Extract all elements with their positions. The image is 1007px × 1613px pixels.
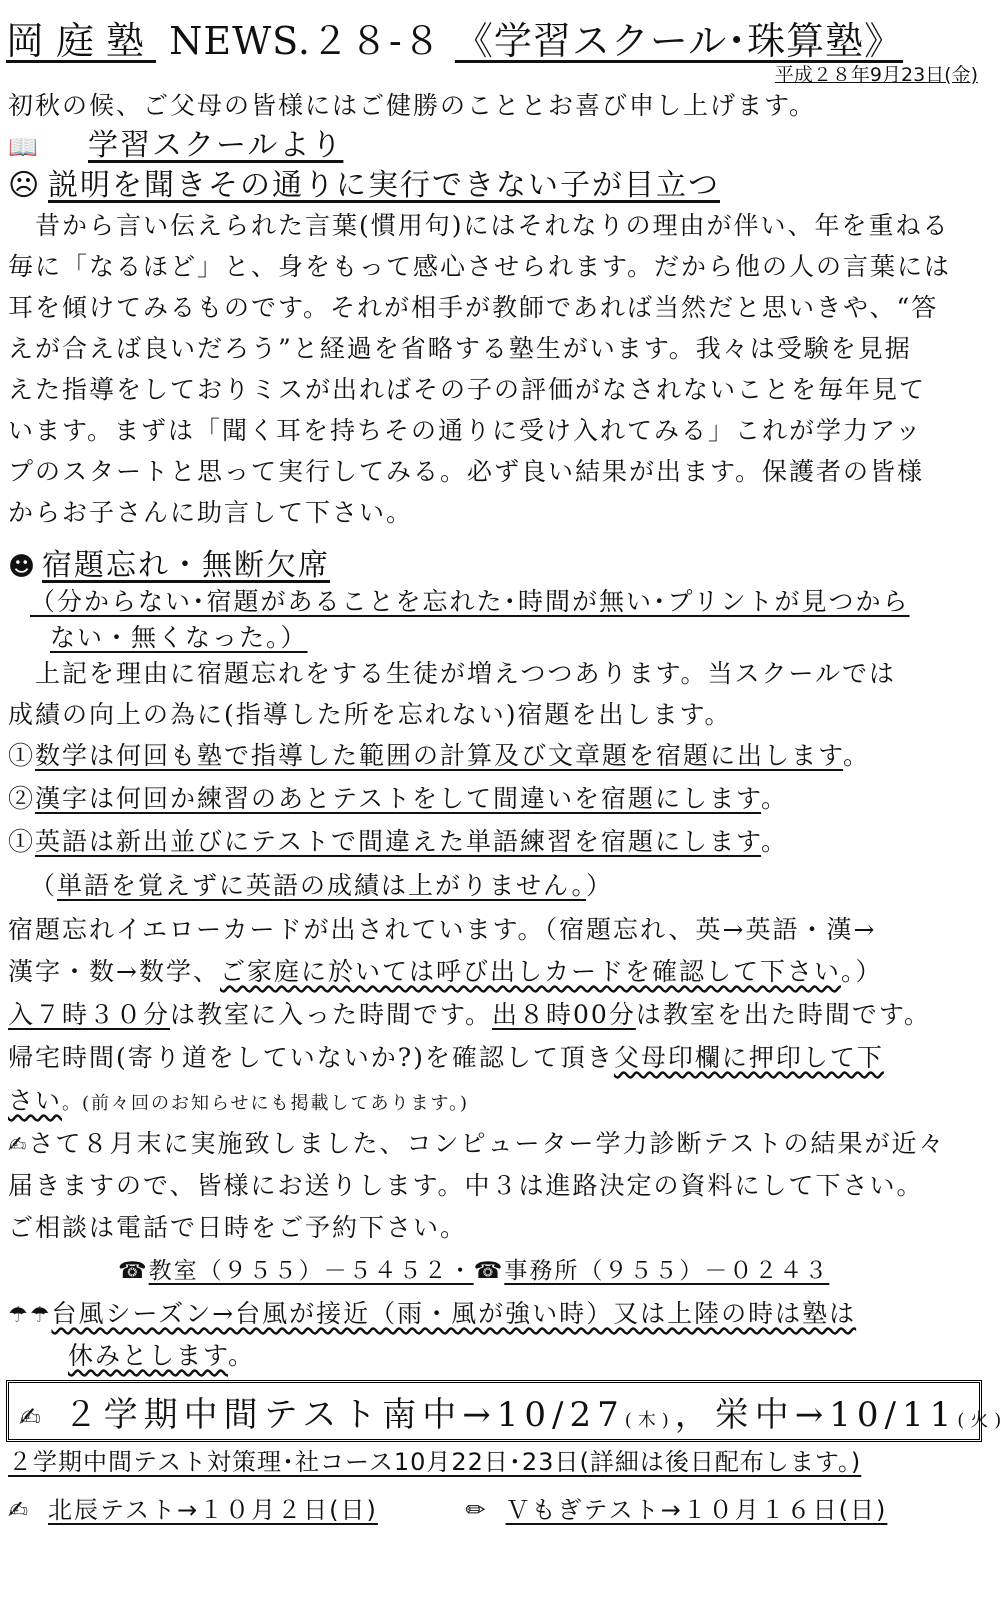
- para1-line: からお子さんに助言して下さい。: [8, 498, 414, 527]
- item-number: ②: [8, 784, 36, 813]
- contact-line: [118, 1252, 978, 1285]
- writing-hand-icon: ✍: [19, 1403, 47, 1433]
- item-text: は新出並びにテストで間違えた単語練習を宿題にします: [89, 827, 762, 856]
- smile-face-icon: ☻: [8, 552, 38, 582]
- greeting: 初秋の候、ご父母の皆様にはご健勝のこととお喜び申し上げます。: [8, 91, 817, 120]
- open-book-icon: 📖: [8, 133, 40, 161]
- vmogi-test: Ｖもぎテスト→１０月１６日(日): [505, 1496, 888, 1524]
- item-subject: 漢字: [35, 784, 90, 813]
- item-subject: 数学: [35, 741, 90, 770]
- stamp-request-end: さい: [8, 1086, 63, 1115]
- typhoon-text: 台風シーズン→台風が接近（雨・風が強い時）又は上陸の時は塾は: [51, 1299, 857, 1328]
- reasons-line: [50, 618, 978, 654]
- item-number: ①: [8, 827, 36, 856]
- umbrella-icon: ☂☂: [8, 1303, 52, 1328]
- para1-line: 耳を傾けてみるものです。それが相手が教師であれば当然だと思いきや、“答: [8, 293, 939, 322]
- section1-subheading: 説明を聞きその通りに実行できない子が目立つ: [48, 168, 720, 203]
- writing-hand-icon: ✍: [8, 1496, 31, 1524]
- reasons-text: ない・無くなった。）: [50, 623, 308, 652]
- homework-item: [8, 822, 978, 858]
- midterm-text: [19, 1387, 1007, 1436]
- para1-line: います。まずは「聞く耳を持ちその通りに受け入れてみる」これが学力アッ: [8, 416, 923, 445]
- test-notice-text: さて８月末に実施致しました、コンピューター学力診断テストの結果が近々: [28, 1129, 946, 1158]
- pencil-icon: ✏: [465, 1496, 488, 1524]
- exit-time: 出８時00分: [492, 1000, 636, 1029]
- typhoon-line: [68, 1336, 978, 1372]
- item-number: ①: [8, 741, 36, 770]
- item-end: 。: [843, 741, 871, 770]
- section1-heading: 学習スクールより: [88, 128, 344, 163]
- frown-face-icon: ☹: [8, 168, 42, 203]
- card-text-end: 。）: [840, 957, 883, 986]
- item-end: 。: [761, 784, 789, 813]
- newsletter-header: [6, 10, 903, 65]
- card-text: 漢字・数→数学、: [8, 957, 220, 986]
- home-time-line: [8, 1081, 978, 1117]
- hokushin-test: 北辰テスト→１０月２日(日): [48, 1496, 378, 1524]
- intro-line: 上記を理由に宿題忘れをする生徒が増えつつあります。当スクールでは: [8, 659, 897, 688]
- item-text: は何回か練習のあとテストをして間違いを宿題にします: [89, 784, 762, 813]
- intro-line: 成績の向上の為に(指導した所を忘れない)宿題を出します。: [8, 700, 732, 729]
- yellow-card-line: [8, 952, 978, 988]
- enter-time: 入７時３０分: [8, 1000, 171, 1029]
- typhoon-text: 休みとします: [68, 1341, 229, 1370]
- issue-date: 平成２８年9月23日(金): [774, 64, 978, 86]
- home-time-text: 帰宅時間(寄り道をしていないか?)を確認して頂き: [8, 1043, 614, 1072]
- contact-text: [118, 1258, 829, 1284]
- newsletter-title: 《学習スクール･珠算塾》: [454, 19, 904, 63]
- midterm-label: ２学期中間テスト南中→10/27: [63, 1395, 625, 1435]
- item-end: 。: [761, 827, 789, 856]
- test-notice-line: ご相談は電話で日時をご予約下さい。: [8, 1213, 468, 1242]
- english-note: （単語を覚えずに英語の成績は上がりません。）: [30, 871, 614, 900]
- section1-subheading-row: [8, 160, 978, 204]
- test-notice-line: 届きますので、皆様にお送りします。中３は進路決定の資料にして下さい。: [8, 1171, 924, 1200]
- section2-heading-row: [8, 540, 978, 584]
- telephone-icon: ☎: [473, 1258, 505, 1284]
- office-phone: 事務所（９５５）－０２４３: [504, 1258, 830, 1284]
- para1-line: プのスタートと思って実行してみる。必ず良い結果が出ます。保護者の皆様: [8, 457, 925, 486]
- reasons-line: （分からない･宿題があることを忘れた･時間が無い･プリントが見つから: [30, 587, 910, 616]
- para1-line: えが合えば良いだろう”と経過を省略する塾生がいます。我々は受験を見据: [8, 334, 912, 363]
- homework-item: [8, 779, 978, 815]
- issue-number: NEWS.２８-８: [169, 19, 442, 63]
- previous-notice: 。(前々回のお知らせにも掲載してあります。): [62, 1093, 470, 1114]
- english-note-text: 単語を覚えずに英語の成績は上がりません。: [57, 871, 587, 900]
- section2-heading: 宿題忘れ・無断欠席: [42, 548, 330, 583]
- course-line: ２学期中間テスト対策理･社コース10月22日･23日(詳細は後日配布します。): [8, 1448, 862, 1476]
- test-notice-line: [8, 1124, 978, 1160]
- midterm-day1: (木): [624, 1410, 675, 1431]
- call-card-notice: ご家庭に於いては呼び出しカードを確認して下さい: [219, 957, 841, 986]
- midterm-label2: ，栄中→10/11: [674, 1395, 958, 1435]
- midterm-day2: (火): [957, 1410, 1007, 1431]
- classroom-phone: 教室（９５５）－５４５２・: [148, 1258, 474, 1284]
- midterm-box: [6, 1380, 1007, 1442]
- typhoon-end: 。: [228, 1341, 256, 1370]
- stamp-request: 父母印欄に押印して下: [613, 1043, 884, 1072]
- item-subject: 英語: [35, 827, 90, 856]
- typhoon-line: [8, 1294, 978, 1330]
- org-name: 岡庭塾: [6, 19, 157, 63]
- time-line: [8, 995, 978, 1031]
- item-text: は何回も塾で指導した範囲の計算及び文章題を宿題に出します: [89, 741, 844, 770]
- para1-line: えた指導をしておりミスが出ればその子の評価がなされないことを毎年見て: [8, 375, 927, 404]
- telephone-icon: ☎: [118, 1258, 149, 1284]
- events-line: [8, 1490, 978, 1525]
- exit-time-text: は教室を出た時間です。: [635, 1000, 931, 1029]
- enter-time-text: は教室に入った時間です。: [170, 1000, 493, 1029]
- para1-line: 毎に「なるほど」と、身をもって感心させられます。だから他の人の言葉には: [8, 252, 952, 281]
- section1-heading-row: [8, 120, 978, 164]
- home-time-line: [8, 1038, 978, 1074]
- homework-item: [8, 736, 978, 772]
- yellow-card-line: 宿題忘れイエローカードが出されています。（宿題忘れ、英→英語・漢→: [8, 915, 877, 944]
- writing-hand-icon: ✍: [8, 1133, 29, 1158]
- para1-line: 昔から言い伝えられた言葉(慣用句)にはそれなりの理由が伴い、年を重ねる: [8, 211, 950, 240]
